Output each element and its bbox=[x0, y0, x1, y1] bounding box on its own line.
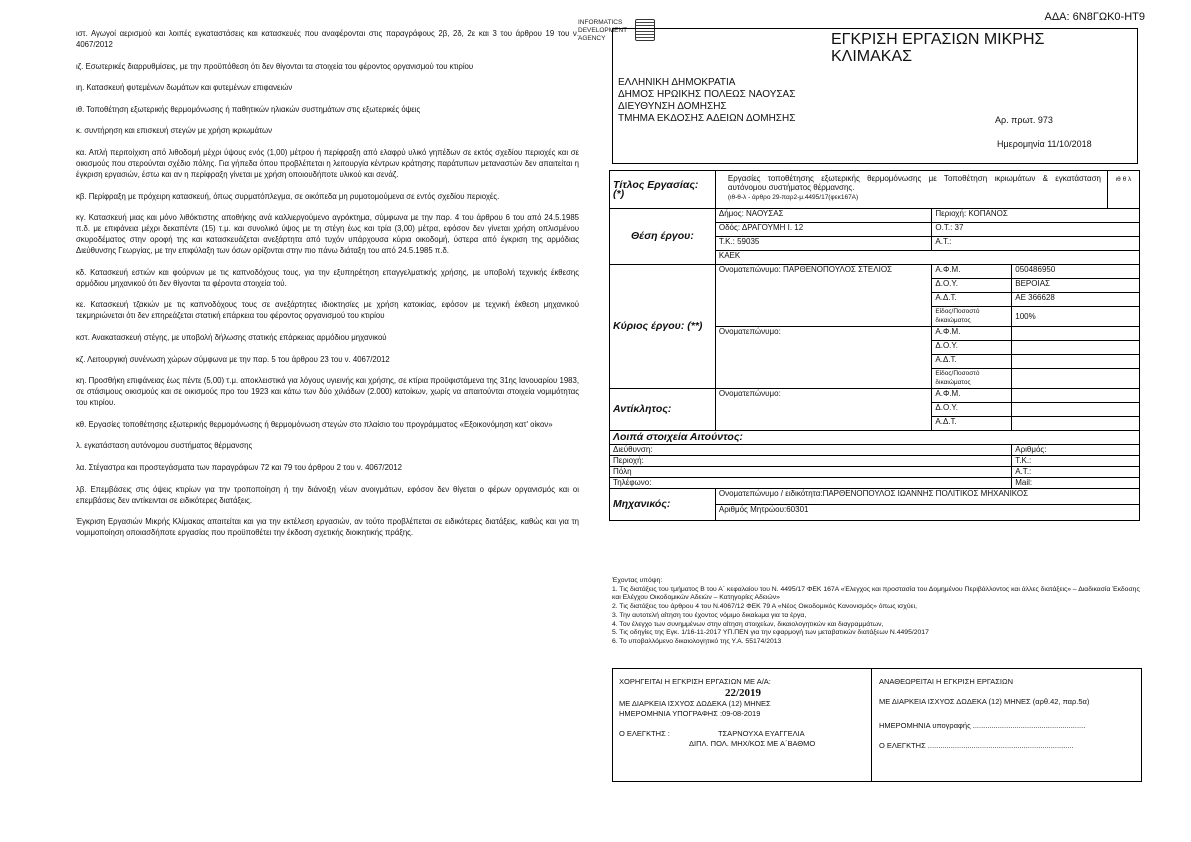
inspector-title: ΔΙΠΛ. ΠΟΛ. ΜΗΧ/ΚΟΣ ΜΕ Α΄ΒΑΘΜΟ bbox=[689, 739, 816, 748]
paragraph: κδ. Κατασκευή εστιών και φούρνων με τις καπνοδόχους τους, για την εξυπηρέτηση επαγγελματικής χρήσης, με υποβολή τεχνικής έκθεσης αρμόδιου μηχανικού ότι δεν θίγονται τα φέροντα στοιχεία τού. bbox=[76, 267, 579, 288]
paragraph: λβ. Επεμβάσεις στις όψεις κτιρίων για την τροποποίηση ή την διάνοιξη νέων ανοιγμάτων, εφόσον δεν θίγεται ο φέρων οργανισμός και οι επεμβάσεις δεν αντίκεινται σε ειδικότερες διατάξεις. bbox=[76, 484, 579, 505]
logo-line: INFORMATICS bbox=[578, 19, 623, 26]
inspector-name: ΤΣΑΡΝΟΥΧΑ ΕΥΑΓΓΕΛΙΑ bbox=[717, 729, 805, 738]
paragraph: ιζ. Εσωτερικές διαρρυθμίσεις, με την προϋπόθεση ότι δεν θίγονται τα στοιχεία του φέροντος οργανισμού του κτιρίου bbox=[76, 61, 474, 71]
afm-label: Α.Φ.Μ. bbox=[932, 389, 1012, 403]
paragraph: κγ. Κατασκευή μιας και μόνο λιθόκτιστης αποθήκης ανά καλλιεργούμενο αγρόκτημα, σύμφωνα με την παρ. 4 του άρθρου 6 του από 24.5.1985 π.δ. με επιφάνεια μέχρι δεκαπέντε (15) τ.μ. και συνολικό ύψος με τη στέγη έως και τρία (3,00) μέτρα, εφόσον δεν γίνεται χρήση οπλισμένου σκυροδέματος στην οροφή της και κατασκευάζεται ανεξάρτητα από τυχόν υπάρχουσα κύρια οικοδομή, ύστερα από έγκριση της αρμόδιας Διεύθυνσης Γεωργίας, με την επιφύλαξη των όσων ορίζονται στην πιο πάνω διάταξη του από 24.5.1985 π.δ. bbox=[76, 213, 579, 256]
protocol-number: Αρ. πρωτ. 973 bbox=[995, 115, 1053, 125]
owner-pct: 100% bbox=[1012, 307, 1140, 327]
table-row bbox=[610, 489, 1140, 505]
antiklitos-name: Ονοματεπώνυμο: bbox=[715, 389, 932, 431]
approval-number: 22/2019 bbox=[724, 687, 762, 699]
table-row bbox=[610, 456, 1140, 467]
loipa-label: Λοιπά στοιχεία Αιτούντος: bbox=[610, 431, 1140, 445]
paragraph: ιη. Κατασκευή φυτεμένων δωμάτων και φυτεμένων επιφανειών bbox=[76, 83, 293, 93]
paragraph: ιθ. Τοποθέτηση εξωτερικής θερμομόνωσης ή παθητικών ηλιακών συστημάτων στις εξωτερικές όψεις bbox=[76, 104, 421, 114]
titlos-note: (ιθ-θ-λ - άρθρο 29-παρ2-μ.4495/17(φεκ167Α) bbox=[727, 194, 859, 201]
issuing-authority bbox=[618, 77, 795, 125]
legal-line: 2. Τις διατάξεις του άρθρου 4 του Ν.4067/12 ΦΕΚ 79 Α «Νέος Οικοδομικός Κανονισμός» όπως ισχύει, bbox=[612, 603, 917, 611]
titlos-cell bbox=[715, 171, 1107, 209]
mail-cell: Mail: bbox=[1012, 478, 1140, 489]
doy-label: Δ.Ο.Υ. bbox=[932, 341, 1012, 355]
at-cell: Α.Τ.: bbox=[932, 237, 1140, 251]
grant-line: ΧΟΡΗΓΕΙΤΑΙ Η ΕΓΚΡΙΣΗ ΕΡΓΑΣΙΩΝ ΜΕ Α/Α: bbox=[619, 677, 771, 686]
kyrios-label: Κύριος έργου: (**) bbox=[610, 265, 716, 389]
issue-date: Ημερομηνία 11/10/2018 bbox=[997, 139, 1092, 149]
adt-label: Α.Δ.Τ. bbox=[932, 355, 1012, 369]
org-line: ΔΗΜΟΣ ΗΡΩΙΚΗΣ ΠΟΛΕΩΣ ΝΑΟΥΣΑΣ bbox=[618, 89, 796, 100]
owner-name: Ονοματεπώνυμο: ΠΑΡΘΕΝΟΠΟΥΛΟΣ ΣΤΕΛΙΟΣ bbox=[715, 265, 932, 327]
owner2-doy bbox=[1012, 341, 1140, 355]
table-row bbox=[610, 431, 1140, 445]
titlos-text: Εργασίες τοποθέτησης εξωτερικής θερμομόνωσης με Τοποθέτηση ικριωμάτων & εγκατάσταση αυτόνομου συστήματος θέρμανσης. bbox=[727, 174, 1102, 192]
paragraph: λα. Στέγαστρα και προστεγάσματα των παραγράφων 72 και 79 του άρθρου 2 του ν. 4067/2012 bbox=[76, 462, 402, 472]
legal-line: 5. Τις οδηγίες της Εγκ. 1/16-11-2017 ΥΠ.ΠΕΝ για την εφαρμογή των μεταβατικών διατάξεων Ν.4495/2017 bbox=[612, 629, 929, 637]
owner-afm: 050486950 bbox=[1012, 265, 1140, 279]
tk-cell: Τ.Κ.: 59035 bbox=[715, 237, 932, 251]
divider bbox=[871, 669, 872, 781]
revision-line: Ο ΕΛΕΓΚΤΗΣ ...................................................................... bbox=[879, 741, 1074, 750]
table-row bbox=[610, 467, 1140, 478]
dimos-cell: Δήμος: ΝΑΟΥΣΑΣ bbox=[715, 209, 932, 223]
grant-line: ΗΜΕΡΟΜΗΝΙΑ ΥΠΟΓΡΑΦΗΣ :09-08-2019 bbox=[619, 709, 761, 718]
mixanikos-label: Μηχανικός: bbox=[610, 489, 716, 521]
org-line: ΕΛΛΗΝΙΚΗ ΔΗΜΟΚΡΑΤΙΑ bbox=[618, 77, 736, 88]
paragraph: κζ. Λειτουργική συνένωση χώρων σύμφωνα με την παρ. 5 του άρθρου 23 του ν. 4067/2012 bbox=[76, 354, 390, 364]
antiklitos-label: Αντίκλητος: bbox=[610, 389, 716, 431]
legal-line: 3. Την αυτοτελή αίτηση του έχοντος νόμιμο δικαίωμα για τα έργα, bbox=[612, 611, 807, 619]
ada-code: ΑΔΑ: 6Ν8ΓΩΚ0-ΗΤ9 bbox=[1044, 11, 1145, 23]
antiklitos-afm bbox=[1012, 389, 1140, 403]
revision-line: ΑΝΑΘΕΩΡΕΙΤΑΙ Η ΕΓΚΡΙΣΗ ΕΡΓΑΣΙΩΝ bbox=[879, 677, 1014, 686]
owner-doy: ΒΕΡΟΙΑΣ bbox=[1012, 279, 1140, 293]
logo-line: AGENCY bbox=[578, 35, 606, 42]
antiklitos-doy bbox=[1012, 403, 1140, 417]
logo-line: DEVELOPMENT bbox=[578, 27, 628, 34]
org-line: ΤΜΗΜΑ ΕΚΔΟΣΗΣ ΑΔΕΙΩΝ ΔΟΜΗΣΗΣ bbox=[618, 113, 796, 124]
doy-label: Δ.Ο.Υ. bbox=[932, 403, 1012, 417]
titlos-label: Τίτλος Εργασίας: (*) bbox=[610, 171, 716, 209]
approval-revision bbox=[879, 677, 1137, 751]
table-row bbox=[610, 389, 1140, 403]
revision-line: ΜΕ ΔΙΑΡΚΕΙΑ ΙΣΧΥΟΣ ΔΩΔΕΚΑ (12) ΜΗΝΕΣ (αρθ.42, παρ.5α) bbox=[879, 697, 1090, 706]
table-row bbox=[610, 265, 1140, 279]
owner2-name: Ονοματεπώνυμο: bbox=[715, 327, 932, 389]
owner2-adt bbox=[1012, 355, 1140, 369]
afm-label: Α.Φ.Μ. bbox=[932, 327, 1012, 341]
header-box bbox=[612, 28, 1138, 164]
arithmos-cell: Αριθμός: bbox=[1012, 445, 1140, 456]
tilefono-cell: Τηλέφωνο: bbox=[610, 478, 1012, 489]
perioxi-cell: Περιοχή: ΚΟΠΑΝΟΣ bbox=[932, 209, 1140, 223]
at2-cell: Α.Τ.: bbox=[1012, 467, 1140, 478]
afm-label: Α.Φ.Μ. bbox=[932, 265, 1012, 279]
legal-line: 4. Τον έλεγχο των συνημμένων στην αίτηση στοιχείων, δικαιολογητικών και διαγραμμάτων, bbox=[612, 620, 884, 628]
ot-cell: Ο.Τ.: 37 bbox=[932, 223, 1140, 237]
odos-cell: Οδός: ΔΡΑΓΟΥΜΗ Ι. 12 bbox=[715, 223, 932, 237]
paragraph: κστ. Ανακατασκευή στέγης, με υποβολή δήλωσης στατικής επάρκειας αρμόδιου μηχανικού bbox=[76, 332, 387, 342]
legal-line: 1. Τις διατάξεις του τμήματος Β του Α΄ κεφαλαίου του Ν. 4495/17 ΦΕΚ 167Α «Έλεγχος και προστασία του Δομημένου Περιβάλλοντος και άλλες διατάξεις» – Διαδικασία Έκδοσης και Ελέγχου Οικοδομικών Αδειών – Κατηγορίες Αδειών» bbox=[612, 585, 1140, 602]
owner2-pct bbox=[1012, 369, 1140, 389]
titlos-side: ιθ θ λ bbox=[1108, 171, 1140, 209]
paragraph: ιστ. Αγωγοί αερισμού και λοιπές εγκαταστάσεις και κατασκευές που αναφέρονται στις παραγράφους 2β, 2δ, 2ε και 3 του άρθρου 19 του ν. 4067/2012 bbox=[76, 29, 579, 49]
approval-box bbox=[612, 668, 1142, 782]
application-table bbox=[609, 170, 1140, 521]
legal-basis bbox=[612, 577, 1142, 647]
paragraph: κθ. Εργασίες τοποθέτησης εξωτερικής θερμομόνωσης ή θερμομόνωση στεγών στο πλαίσιο του προγράμματος «Εξοικονόμηση κατ' οίκον» bbox=[76, 419, 553, 429]
document-title: ΕΓΚΡΙΣΗ ΕΡΓΑΣΙΩΝ ΜΙΚΡΗΣ ΚΛΙΜΑΚΑΣ bbox=[831, 31, 1045, 65]
table-row bbox=[610, 171, 1140, 209]
grant-line: ΜΕ ΔΙΑΡΚΕΙΑ ΙΣΧΥΟΣ ΔΩΔΕΚΑ (12) ΜΗΝΕΣ bbox=[619, 699, 771, 708]
adt-label: Α.Δ.Τ. bbox=[932, 417, 1012, 431]
poli-cell: Πόλη bbox=[610, 467, 1012, 478]
paragraph: κα. Απλή περιτοίχιση από λιθοδομή μέχρι ύψους ενός (1,00) μέτρου ή περίφραξη από ελαφρύ υλικό γηπέδων σε εκτός σχεδίου περιοχές και σε οικισμούς που στερούνται σχέδιο πόλης. Για γήπεδα όπου προβλέπεται η λειτουργία κέντρων κράτησης παράτυπων μεταναστών δεν απαιτείται η έγκριση εργασιών, έστω και αν η περίφραξη γίνεται με χρήση οποιουδήποτε υλικού και σενάζ. bbox=[76, 147, 579, 179]
eidos-label: Είδος/Ποσοστό δικαιώματος bbox=[932, 369, 1012, 389]
legal-line: 6. Το υποβαλλόμενο δικαιολογητικό της Υ.Α. 55174/2013 bbox=[612, 637, 782, 645]
kaek-cell: ΚΑΕΚ bbox=[715, 251, 1139, 265]
eidos-label: Είδος/Ποσοστό δικαιώματος bbox=[932, 307, 1012, 327]
org-line: ΔΙΕΥΘΥΝΣΗ ΔΟΜΗΣΗΣ bbox=[618, 101, 727, 112]
table-row bbox=[610, 478, 1140, 489]
perioxi2-cell: Περιοχή: bbox=[610, 456, 1012, 467]
table-row bbox=[610, 445, 1140, 456]
mixanikos-name: Ονοματεπώνυμο / ειδικότητα:ΠΑΡΘΕΝΟΠΟΥΛΟΣ ΙΩΑΝΝΗΣ ΠΟΛΙΤΙΚΟΣ ΜΗΧΑΝΙΚΟΣ bbox=[715, 489, 1139, 505]
adt-label: Α.Δ.Τ. bbox=[932, 293, 1012, 307]
paragraph: Έγκριση Εργασιών Μικρής Κλίμακας απαιτείται και για την εκτέλεση εργασιών, αν τούτο προβλέπεται σε ειδικότερες διατάξεις, καθώς και για τη νομιμοποίηση οποιασδήποτε εργασίας που προϋποθέτει την έκδοση σχετικής διοικητικής πράξης. bbox=[76, 517, 579, 538]
thesi-label: Θέση έργου: bbox=[610, 209, 716, 265]
revision-line: ΗΜΕΡΟΜΗΝΙΑ υπογραφής ...................................................... bbox=[879, 721, 1086, 730]
inspector-row bbox=[619, 729, 867, 739]
mixanikos-mitroo: Αριθμός Μητρώου:60301 bbox=[715, 505, 1139, 521]
legal-line: Έχοντας υπόψη: bbox=[612, 577, 663, 584]
owner2-afm bbox=[1012, 327, 1140, 341]
antiklitos-adt bbox=[1012, 417, 1140, 431]
approval-grant bbox=[619, 677, 867, 749]
paragraph: λ. εγκατάσταση αυτόνομου συστήματος θέρμανσης bbox=[76, 441, 253, 451]
paragraph: κε. Κατασκευή τζακιών με τις καπνοδόχους τους σε ανεξάρτητες ιδιοκτησίες με χρήση κατοικίας, εφόσον με τεχνική έκθεση μηχανικού τεκμηριώνεται ότι δεν επηρεάζεται στατική επάρκεια του φέροντος οργανισμού του κτιρίου bbox=[76, 300, 579, 321]
tk2-cell: Τ.Κ.: bbox=[1012, 456, 1140, 467]
table-row bbox=[610, 209, 1140, 223]
inspector-label: Ο ΕΛΕΓΚΤΗΣ : bbox=[619, 729, 670, 738]
dieythinsi-cell: Διεύθυνση: bbox=[610, 445, 1012, 456]
paragraph: κ. συντήρηση και επισκευή στεγών με χρήση ικριωμάτων bbox=[76, 126, 273, 136]
owner-adt: ΑΕ 366628 bbox=[1012, 293, 1140, 307]
left-column-text bbox=[76, 28, 579, 549]
paragraph: κη. Προσθήκη επιφάνειας έως πέντε (5,00) τ.μ. αποκλειστικά για λόγους υγιεινής και χρήσης, σε κτίρια προϋφιστάμενα της 31ης Ιανουαρίου 1983, σε στάσιμους οικισμούς και σε οικισμούς προ του 1923 και κάτω των δύο χιλιάδων (2.000) κατοίκων, χωρίς να απαιτούνται στοιχεία νομιμότητας του κτιρίου. bbox=[76, 376, 579, 408]
paragraph: κβ. Περίφραξη με πρόχειρη κατασκευή, όπως συρματόπλεγμα, σε οικόπεδα μη ρυμοτομούμενα σε εντός σχεδίου περιοχές. bbox=[76, 191, 500, 201]
doy-label: Δ.Ο.Υ. bbox=[932, 279, 1012, 293]
